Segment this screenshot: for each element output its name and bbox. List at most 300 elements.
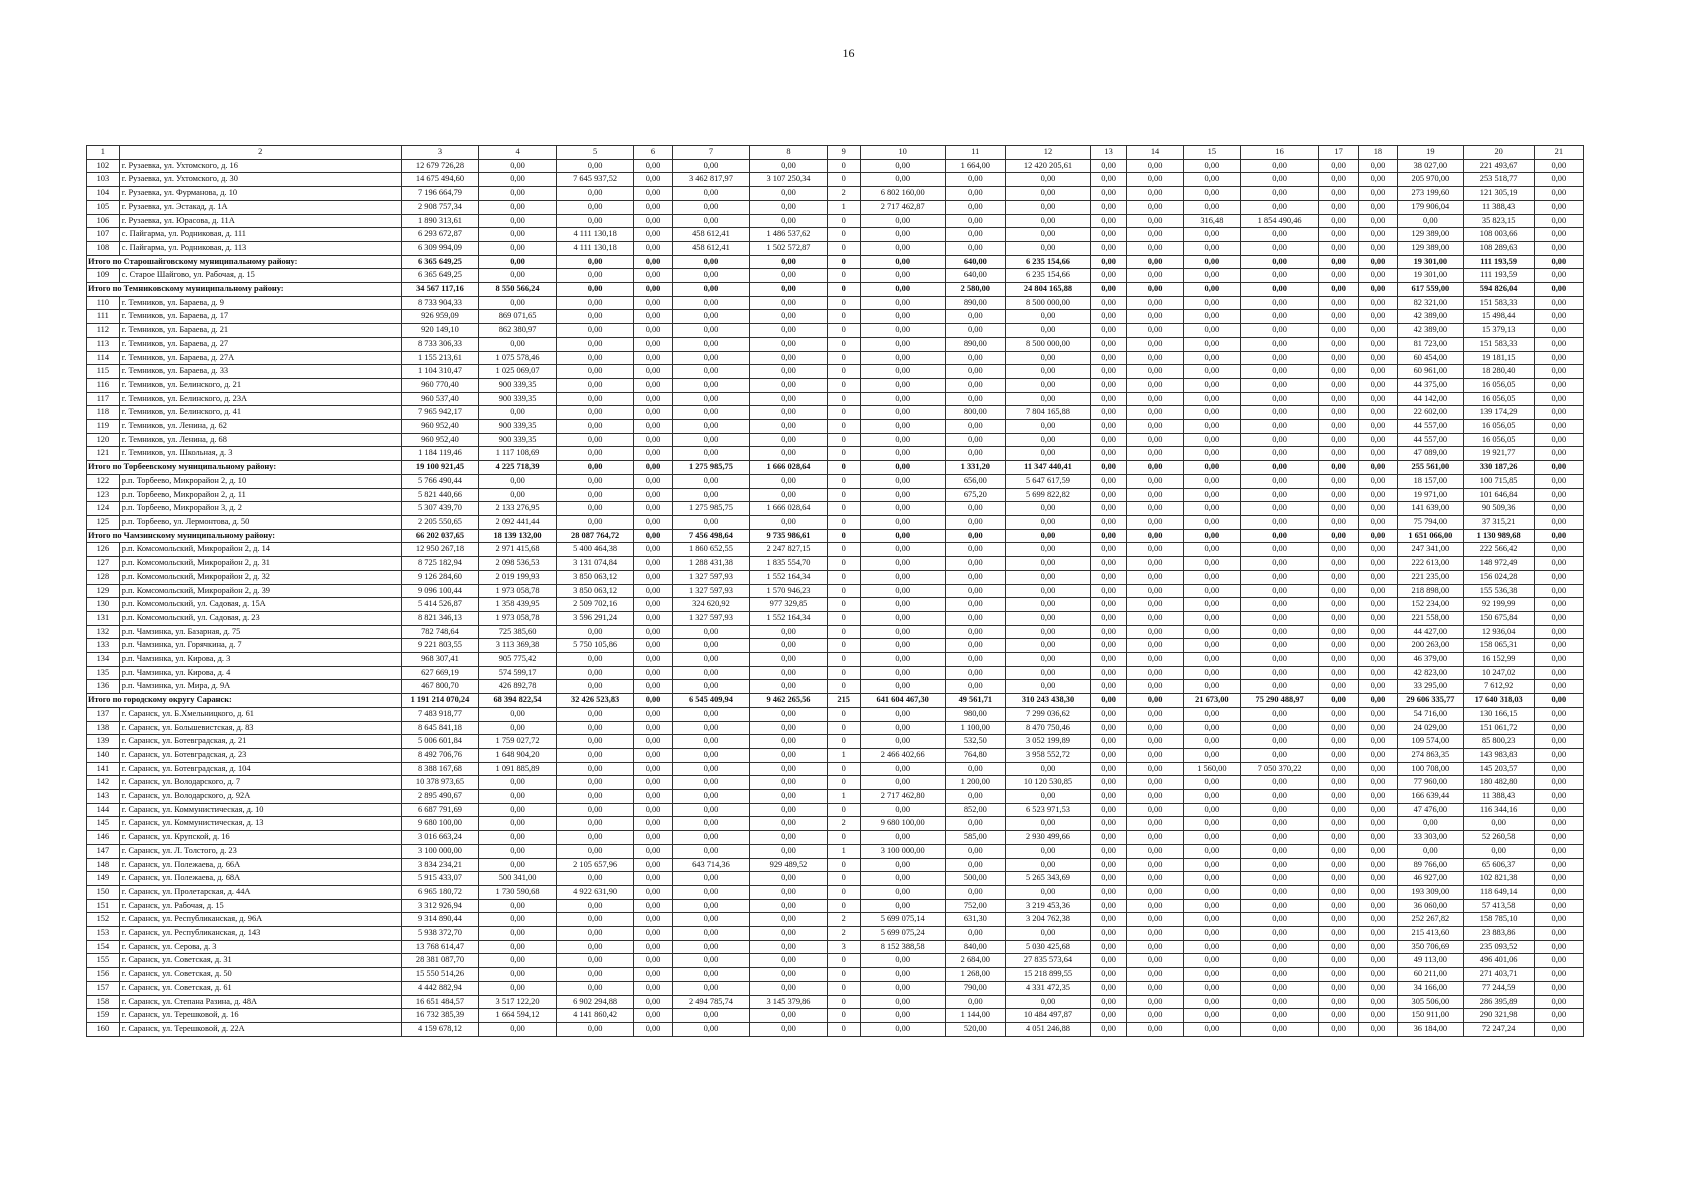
- table-cell: 139 174,29: [1463, 406, 1534, 420]
- address-cell: р.п. Чамзинка, ул. Мира, д. 9А: [119, 680, 401, 694]
- subtotal-cell: 0,00: [1319, 694, 1358, 708]
- table-cell: 0,00: [1358, 707, 1397, 721]
- table-cell: 0,00: [945, 241, 1005, 255]
- table-cell: 0,00: [1398, 214, 1464, 228]
- table-row: [87, 324, 1584, 338]
- table-cell: 0,00: [1127, 433, 1184, 447]
- subtotal-cell: 28 087 764,72: [556, 529, 634, 543]
- table-cell: 85 800,23: [1463, 735, 1534, 749]
- table-cell: 0: [827, 831, 860, 845]
- table-cell: 152 234,00: [1398, 598, 1464, 612]
- table-cell: 16 152,99: [1463, 653, 1534, 667]
- table-cell: 0,00: [1358, 625, 1397, 639]
- table-cell: 0,00: [1127, 584, 1184, 598]
- table-cell: 0,00: [945, 228, 1005, 242]
- table-cell: 0,00: [672, 214, 750, 228]
- table-cell: 0,00: [860, 762, 945, 776]
- table-cell: 0: [827, 433, 860, 447]
- table-cell: 27 835 573,64: [1005, 954, 1090, 968]
- row-number-cell: 124: [87, 502, 120, 516]
- table-cell: 0,00: [1319, 858, 1358, 872]
- table-cell: 1 570 946,23: [750, 584, 828, 598]
- subtotal-cell: 0: [827, 255, 860, 269]
- table-cell: 0,00: [1319, 981, 1358, 995]
- table-cell: 102 821,38: [1463, 872, 1534, 886]
- table-cell: 869 071,65: [479, 310, 557, 324]
- table-cell: 2 930 499,66: [1005, 831, 1090, 845]
- table-cell: 0,00: [1319, 653, 1358, 667]
- table-cell: 0,00: [1127, 872, 1184, 886]
- table-cell: 0,00: [1358, 324, 1397, 338]
- subtotal-cell: 0,00: [634, 461, 672, 475]
- table-cell: 0,00: [1358, 817, 1397, 831]
- table-cell: 252 267,82: [1398, 913, 1464, 927]
- table-cell: 920 149,10: [401, 324, 479, 338]
- table-cell: 0,00: [1319, 831, 1358, 845]
- table-cell: 0,00: [1534, 241, 1583, 255]
- table-cell: 0,00: [1534, 351, 1583, 365]
- table-cell: 1 358 439,95: [479, 598, 557, 612]
- table-cell: 8 500 000,00: [1005, 337, 1090, 351]
- table-cell: 0: [827, 954, 860, 968]
- column-number-4: 4: [479, 146, 557, 160]
- table-cell: 0,00: [1240, 159, 1319, 173]
- table-cell: 0,00: [1005, 611, 1090, 625]
- table-cell: 0,00: [945, 187, 1005, 201]
- table-cell: 0,00: [860, 968, 945, 982]
- table-cell: 0,00: [1240, 447, 1319, 461]
- table-cell: 0,00: [1534, 228, 1583, 242]
- table-cell: 0,00: [1240, 269, 1319, 283]
- table-cell: 0,00: [945, 639, 1005, 653]
- table-cell: 0,00: [860, 899, 945, 913]
- table-cell: 0,00: [1005, 228, 1090, 242]
- table-cell: 0,00: [1319, 433, 1358, 447]
- subtotal-cell: 0,00: [634, 694, 672, 708]
- table-cell: 324 620,92: [672, 598, 750, 612]
- table-row: [87, 954, 1584, 968]
- subtotal-cell: 6 365 649,25: [401, 255, 479, 269]
- table-cell: 8 152 388,58: [860, 940, 945, 954]
- table-cell: 156 024,28: [1463, 570, 1534, 584]
- table-cell: 0,00: [634, 666, 672, 680]
- table-cell: 5 766 490,44: [401, 474, 479, 488]
- table-cell: 16 056,05: [1463, 420, 1534, 434]
- table-cell: 0,00: [1091, 885, 1127, 899]
- table-cell: 0,00: [1534, 803, 1583, 817]
- table-cell: 458 612,41: [672, 241, 750, 255]
- table-cell: 0,00: [1091, 433, 1127, 447]
- table-cell: 0,00: [1091, 570, 1127, 584]
- table-cell: 0,00: [1005, 598, 1090, 612]
- table-cell: 166 639,44: [1398, 790, 1464, 804]
- table-cell: 0,00: [1183, 858, 1240, 872]
- table-cell: 0,00: [1183, 639, 1240, 653]
- table-cell: 0,00: [556, 981, 634, 995]
- table-cell: 532,50: [945, 735, 1005, 749]
- table-cell: 0,00: [1127, 817, 1184, 831]
- table-cell: 0,00: [1091, 981, 1127, 995]
- column-number-2: 2: [119, 146, 401, 160]
- table-row: [87, 817, 1584, 831]
- table-cell: 0,00: [1240, 831, 1319, 845]
- table-row: [87, 1009, 1584, 1023]
- table-cell: 0,00: [1534, 872, 1583, 886]
- table-cell: 0,00: [1127, 954, 1184, 968]
- table-cell: 0,00: [750, 844, 828, 858]
- table-cell: 0,00: [1240, 680, 1319, 694]
- subtotal-cell: 0,00: [1534, 529, 1583, 543]
- subtotal-cell: 0,00: [750, 255, 828, 269]
- table-cell: 0,00: [1091, 817, 1127, 831]
- subtotal-cell: 0,00: [1127, 255, 1184, 269]
- row-number-cell: 155: [87, 954, 120, 968]
- table-cell: 221 235,00: [1398, 570, 1464, 584]
- row-number-cell: 131: [87, 611, 120, 625]
- table-cell: 0,00: [1319, 885, 1358, 899]
- column-number-21: 21: [1534, 146, 1583, 160]
- table-cell: 0,00: [1534, 858, 1583, 872]
- table-cell: 0,00: [750, 817, 828, 831]
- subtotal-cell: 0,00: [1534, 461, 1583, 475]
- table-cell: 520,00: [945, 1023, 1005, 1037]
- table-cell: 0,00: [1319, 324, 1358, 338]
- table-cell: 0,00: [1005, 666, 1090, 680]
- table-cell: 0,00: [860, 228, 945, 242]
- table-cell: 0,00: [945, 365, 1005, 379]
- table-cell: 1: [827, 790, 860, 804]
- table-cell: 0,00: [1319, 447, 1358, 461]
- table-cell: 2: [827, 817, 860, 831]
- table-cell: 28 381 087,70: [401, 954, 479, 968]
- subtotal-cell: 0,00: [1183, 529, 1240, 543]
- table-row: [87, 187, 1584, 201]
- table-cell: 0,00: [1091, 488, 1127, 502]
- table-cell: 305 506,00: [1398, 995, 1464, 1009]
- table-cell: 0,00: [1319, 776, 1358, 790]
- table-cell: 0: [827, 228, 860, 242]
- column-number-1: 1: [87, 146, 120, 160]
- table-cell: 0,00: [750, 748, 828, 762]
- table-cell: 1 117 108,69: [479, 447, 557, 461]
- table-cell: 0,00: [556, 831, 634, 845]
- table-cell: 0,00: [1358, 378, 1397, 392]
- table-cell: 0,00: [1127, 351, 1184, 365]
- table-cell: 0,00: [1091, 995, 1127, 1009]
- table-cell: 2: [827, 913, 860, 927]
- table-cell: 0,00: [1183, 1009, 1240, 1023]
- table-cell: 725 385,60: [479, 625, 557, 639]
- table-cell: 0,00: [634, 653, 672, 667]
- address-cell: г. Темников, ул. Бараева, д. 27: [119, 337, 401, 351]
- table-cell: 0,00: [1319, 228, 1358, 242]
- table-row: [87, 899, 1584, 913]
- table-cell: 6 965 180,72: [401, 885, 479, 899]
- table-row: [87, 721, 1584, 735]
- table-cell: 0,00: [1240, 611, 1319, 625]
- table-cell: 0,00: [860, 1009, 945, 1023]
- table-cell: 0,00: [1319, 351, 1358, 365]
- table-cell: 0,00: [1183, 625, 1240, 639]
- table-cell: 0,00: [1091, 392, 1127, 406]
- table-row: [87, 543, 1584, 557]
- table-cell: 15 379,13: [1463, 324, 1534, 338]
- table-cell: 0,00: [634, 173, 672, 187]
- table-row: [87, 913, 1584, 927]
- table-cell: 0,00: [556, 474, 634, 488]
- row-number-cell: 132: [87, 625, 120, 639]
- table-cell: 0,00: [1183, 515, 1240, 529]
- table-cell: 0,00: [672, 735, 750, 749]
- table-cell: 0,00: [1240, 228, 1319, 242]
- table-cell: 108 003,66: [1463, 228, 1534, 242]
- table-cell: 0,00: [479, 844, 557, 858]
- table-cell: 0,00: [1240, 940, 1319, 954]
- table-cell: 0,00: [672, 968, 750, 982]
- table-cell: 0,00: [1005, 995, 1090, 1009]
- table-cell: 1: [827, 844, 860, 858]
- table-cell: 0,00: [1358, 776, 1397, 790]
- table-cell: 890,00: [945, 296, 1005, 310]
- table-cell: 3 462 817,97: [672, 173, 750, 187]
- subtotal-cell: 66 202 037,65: [401, 529, 479, 543]
- address-cell: р.п. Комсомольский, ул. Садовая, д. 15А: [119, 598, 401, 612]
- table-cell: 0,00: [1358, 735, 1397, 749]
- table-cell: 0,00: [1358, 995, 1397, 1009]
- table-cell: 0,00: [1127, 803, 1184, 817]
- column-number-11: 11: [945, 146, 1005, 160]
- table-cell: 0,00: [1358, 187, 1397, 201]
- table-cell: 0,00: [750, 639, 828, 653]
- table-cell: 0,00: [1183, 502, 1240, 516]
- table-cell: 0,00: [1319, 378, 1358, 392]
- table-cell: 1 973 058,78: [479, 611, 557, 625]
- table-cell: 44 375,00: [1398, 378, 1464, 392]
- table-cell: 2 247 827,15: [750, 543, 828, 557]
- subtotal-cell: 0,00: [1127, 461, 1184, 475]
- table-row: [87, 981, 1584, 995]
- address-cell: г. Саранск, ул. Большевистская, д. 83: [119, 721, 401, 735]
- address-cell: р.п. Чамзинка, ул. Базарная, д. 75: [119, 625, 401, 639]
- table-row: [87, 570, 1584, 584]
- table-cell: 0: [827, 241, 860, 255]
- table-cell: 0,00: [860, 735, 945, 749]
- table-row: [87, 159, 1584, 173]
- column-number-18: 18: [1358, 146, 1397, 160]
- row-number-cell: 123: [87, 488, 120, 502]
- table-cell: 0,00: [1319, 598, 1358, 612]
- table-cell: 0,00: [1358, 214, 1397, 228]
- table-cell: 221 558,00: [1398, 611, 1464, 625]
- subtotal-cell: 6 545 409,94: [672, 694, 750, 708]
- table-cell: 1 890 313,61: [401, 214, 479, 228]
- subtotal-cell: 0,00: [1127, 283, 1184, 297]
- subtotal-cell: 0,00: [1534, 255, 1583, 269]
- table-cell: 0,00: [1358, 790, 1397, 804]
- subtotal-cell: 0: [827, 461, 860, 475]
- table-cell: 0,00: [750, 666, 828, 680]
- table-cell: 0,00: [1091, 502, 1127, 516]
- address-cell: г. Саранск, ул. Советская, д. 50: [119, 968, 401, 982]
- table-cell: 0,00: [1319, 721, 1358, 735]
- table-cell: 0,00: [672, 406, 750, 420]
- table-row: [87, 296, 1584, 310]
- table-cell: 145 203,57: [1463, 762, 1534, 776]
- table-cell: 0,00: [479, 803, 557, 817]
- table-row: [87, 433, 1584, 447]
- table-cell: 0,00: [634, 269, 672, 283]
- table-cell: 0,00: [634, 337, 672, 351]
- table-cell: 158 065,31: [1463, 639, 1534, 653]
- table-cell: 6 687 791,69: [401, 803, 479, 817]
- table-cell: 0,00: [1534, 296, 1583, 310]
- table-cell: 0,00: [1127, 776, 1184, 790]
- table-cell: 0,00: [634, 310, 672, 324]
- table-cell: 0,00: [1127, 598, 1184, 612]
- table-cell: 109 574,00: [1398, 735, 1464, 749]
- table-cell: 18 157,00: [1398, 474, 1464, 488]
- table-cell: 0,00: [672, 324, 750, 338]
- table-cell: 1 860 652,55: [672, 543, 750, 557]
- table-cell: 0,00: [634, 899, 672, 913]
- row-number-cell: 103: [87, 173, 120, 187]
- table-cell: 0,00: [634, 803, 672, 817]
- table-cell: 0,00: [1534, 173, 1583, 187]
- table-cell: 0,00: [860, 337, 945, 351]
- table-cell: 0,00: [750, 433, 828, 447]
- table-cell: 0,00: [945, 653, 1005, 667]
- table-cell: 0,00: [1005, 214, 1090, 228]
- table-cell: 0,00: [1183, 666, 1240, 680]
- table-cell: 0,00: [1091, 296, 1127, 310]
- table-cell: 0,00: [945, 680, 1005, 694]
- table-cell: 0,00: [1127, 392, 1184, 406]
- table-cell: 0,00: [1127, 899, 1184, 913]
- table-cell: 0,00: [1319, 940, 1358, 954]
- table-cell: 0,00: [634, 557, 672, 571]
- table-cell: 0,00: [1319, 954, 1358, 968]
- table-cell: 0,00: [556, 968, 634, 982]
- subtotal-cell: 0,00: [672, 255, 750, 269]
- table-cell: 0,00: [1534, 543, 1583, 557]
- table-cell: 0,00: [1358, 296, 1397, 310]
- row-number-cell: 111: [87, 310, 120, 324]
- table-cell: 0: [827, 762, 860, 776]
- table-cell: 0,00: [1127, 940, 1184, 954]
- table-cell: 5 699 075,14: [860, 913, 945, 927]
- row-number-cell: 143: [87, 790, 120, 804]
- table-cell: 1 552 164,34: [750, 611, 828, 625]
- table-cell: 3 052 199,89: [1005, 735, 1090, 749]
- subtotal-cell: 330 187,26: [1463, 461, 1534, 475]
- table-cell: 8 500 000,00: [1005, 296, 1090, 310]
- address-cell: г. Саранск, ул. Республиканская, д. 143: [119, 927, 401, 941]
- table-cell: 0,00: [556, 625, 634, 639]
- row-number-cell: 125: [87, 515, 120, 529]
- table-cell: 0,00: [860, 447, 945, 461]
- table-cell: 0,00: [750, 392, 828, 406]
- table-cell: 0,00: [1534, 420, 1583, 434]
- table-cell: 3 100 000,00: [401, 844, 479, 858]
- table-cell: 0,00: [672, 680, 750, 694]
- table-cell: 7 299 036,62: [1005, 707, 1090, 721]
- table-cell: 0,00: [1091, 598, 1127, 612]
- address-cell: г. Темников, ул. Бараева, д. 33: [119, 365, 401, 379]
- table-cell: 0,00: [556, 187, 634, 201]
- table-cell: 0,00: [1358, 927, 1397, 941]
- table-cell: 9 680 100,00: [401, 817, 479, 831]
- table-cell: 0,00: [1534, 557, 1583, 571]
- table-cell: 0,00: [556, 200, 634, 214]
- table-cell: 0,00: [1091, 748, 1127, 762]
- table-cell: 10 120 530,85: [1005, 776, 1090, 790]
- table-cell: 1 268,00: [945, 968, 1005, 982]
- table-cell: 0,00: [1240, 173, 1319, 187]
- row-number-cell: 133: [87, 639, 120, 653]
- table-cell: 0,00: [634, 433, 672, 447]
- table-cell: 0,00: [634, 995, 672, 1009]
- subtotal-cell: 0,00: [1127, 694, 1184, 708]
- table-cell: 0,00: [1091, 269, 1127, 283]
- subtotal-cell: 0,00: [1319, 461, 1358, 475]
- table-cell: 0,00: [1358, 570, 1397, 584]
- table-cell: 1 184 119,46: [401, 447, 479, 461]
- table-cell: 0,00: [634, 159, 672, 173]
- table-cell: 0,00: [1240, 803, 1319, 817]
- address-cell: г. Темников, ул. Белинского, д. 41: [119, 406, 401, 420]
- table-cell: 0,00: [672, 954, 750, 968]
- table-cell: 0,00: [672, 653, 750, 667]
- table-cell: 0,00: [1240, 885, 1319, 899]
- table-cell: 44 557,00: [1398, 420, 1464, 434]
- table-cell: 24 029,00: [1398, 721, 1464, 735]
- subtotal-cell: 0: [827, 529, 860, 543]
- table-cell: 0,00: [1127, 981, 1184, 995]
- table-cell: 52 260,58: [1463, 831, 1534, 845]
- row-number-cell: 114: [87, 351, 120, 365]
- table-cell: 0,00: [750, 1009, 828, 1023]
- table-cell: 15 498,44: [1463, 310, 1534, 324]
- table-cell: 0,00: [634, 611, 672, 625]
- table-cell: 0,00: [1534, 927, 1583, 941]
- table-row: [87, 1023, 1584, 1037]
- table-cell: 0,00: [479, 296, 557, 310]
- table-cell: 151 061,72: [1463, 721, 1534, 735]
- table-cell: 7 965 942,17: [401, 406, 479, 420]
- table-cell: 0,00: [1358, 844, 1397, 858]
- table-cell: 0,00: [750, 310, 828, 324]
- table-cell: 0,00: [860, 803, 945, 817]
- table-cell: 0,00: [860, 502, 945, 516]
- table-cell: 800,00: [945, 406, 1005, 420]
- table-cell: 0,00: [634, 735, 672, 749]
- table-cell: 0,00: [672, 927, 750, 941]
- table-cell: 6 902 294,88: [556, 995, 634, 1009]
- row-number-cell: 157: [87, 981, 120, 995]
- table-cell: 150 675,84: [1463, 611, 1534, 625]
- table-cell: 47 476,00: [1398, 803, 1464, 817]
- row-number-cell: 126: [87, 543, 120, 557]
- table-cell: 14 675 494,60: [401, 173, 479, 187]
- table-cell: 0,00: [860, 872, 945, 886]
- table-cell: 0,00: [860, 310, 945, 324]
- table-cell: 0,00: [1005, 858, 1090, 872]
- subtotal-cell: 1 130 989,68: [1463, 529, 1534, 543]
- table-cell: 0: [827, 406, 860, 420]
- table-cell: 0,00: [1183, 817, 1240, 831]
- table-cell: 0,00: [1091, 707, 1127, 721]
- table-cell: 0,00: [1005, 378, 1090, 392]
